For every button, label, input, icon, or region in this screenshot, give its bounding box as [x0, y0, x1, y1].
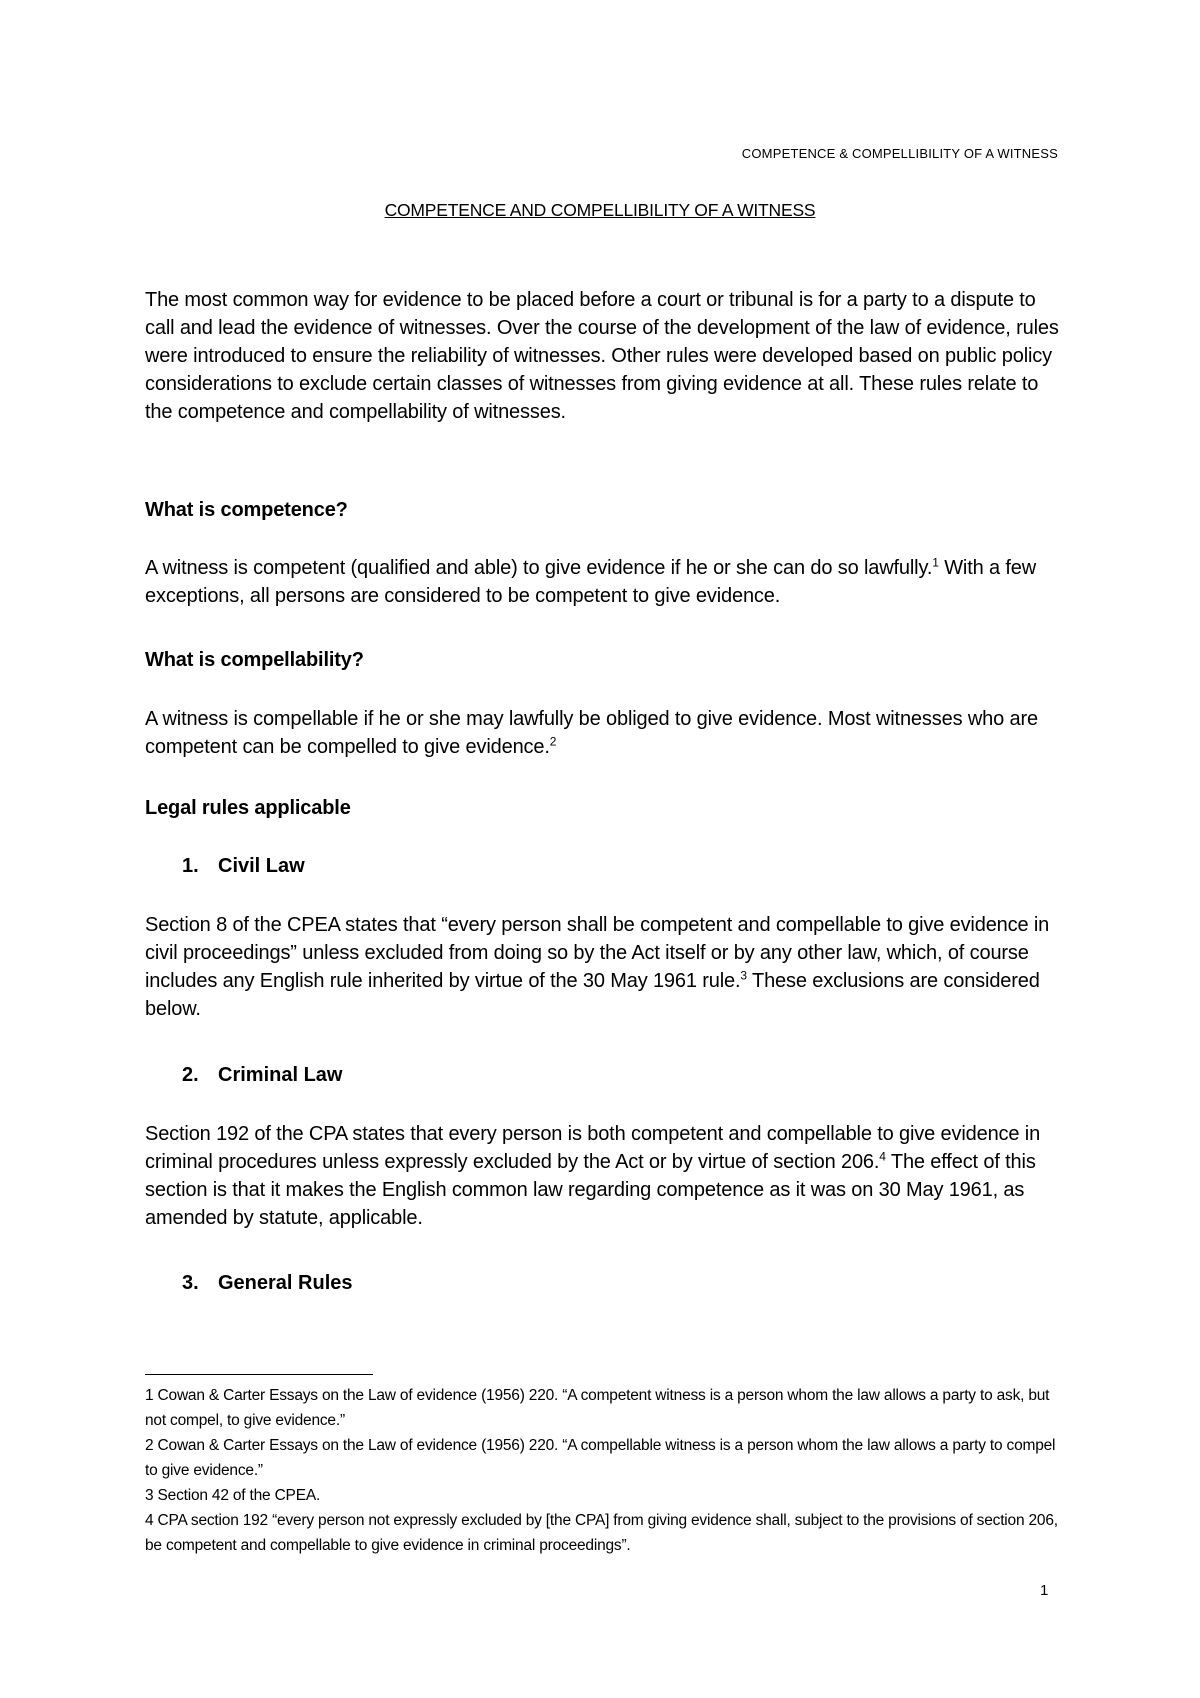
- page-number: 1: [1040, 1582, 1049, 1599]
- competence-text: A witness is competent (qualified and able) to give evidence if he or she can do so lawfully.: [145, 557, 933, 579]
- competence-heading: What is competence?: [145, 499, 348, 521]
- criminal-law-heading: [182, 1061, 342, 1089]
- intro-text: The most common way for evidence to be placed before a court or tribunal is for a party to a dispute to call and lead the evidence of witnesses. Over the course of the development of the law of evidence, rules were introduced to ensure the reliability of witnesses. Other rules were developed based on public policy considerations to exclude certain classes of witnesses from giving evidence at all. These rules relate to the competence and compellability of witnesses.: [145, 289, 1059, 423]
- criminal-law-paragraph: [145, 1120, 1070, 1232]
- compellability-paragraph: [145, 705, 1070, 761]
- civil-law-text-2: These exclusions are considered below.: [145, 970, 1040, 1020]
- civil-law-heading: [182, 852, 305, 880]
- legal-rules-heading: Legal rules applicable: [145, 797, 351, 819]
- footnote-ref-1: 1: [932, 555, 939, 570]
- footnote-separator: [145, 1374, 373, 1375]
- criminal-law-number: 2.: [182, 1064, 199, 1086]
- intro-paragraph: [145, 286, 1070, 426]
- compellability-heading: What is compellability?: [145, 649, 364, 671]
- footnote-ref-2: 2: [549, 734, 557, 749]
- competence-text-2: With a few exceptions, all persons are considered to be competent to give evidence.: [145, 557, 1037, 607]
- footnotes: [145, 1383, 1070, 1558]
- footnote-4: 4 CPA section 192 “every person not expressly excluded by [the CPA] from giving evidence shall, subject to the provisions of section 206, be competent and compellable to give evidence in criminal proceedings”.: [145, 1512, 1058, 1554]
- compellability-text: A witness is compellable if he or she may lawfully be obliged to give evidence. Most witnesses who are competent can be compelled to give evidence.: [145, 708, 1038, 758]
- criminal-law-title: Criminal Law: [218, 1064, 343, 1086]
- competence-paragraph: [145, 554, 1070, 610]
- civil-law-number: 1.: [182, 855, 199, 877]
- general-rules-heading: [182, 1269, 353, 1297]
- footnote-1: 1 Cowan & Carter Essays on the Law of evidence (1956) 220. “A competent witness is a person whom the law allows a party to ask, but not compel, to give evidence.”: [145, 1387, 1050, 1429]
- footnote-2: 2 Cowan & Carter Essays on the Law of evidence (1956) 220. “A compellable witness is a person whom the law allows a party to compel to give evidence.”: [145, 1437, 1056, 1479]
- footnote-ref-3: 3: [740, 968, 747, 983]
- footnote-3: 3 Section 42 of the CPEA.: [145, 1487, 321, 1504]
- general-rules-title: General Rules: [218, 1272, 353, 1294]
- general-rules-number: 3.: [182, 1272, 199, 1294]
- footnote-ref-4: 4: [879, 1149, 886, 1164]
- document-title: COMPETENCE AND COMPELLIBILITY OF A WITNESS: [384, 200, 816, 220]
- running-header: COMPETENCE & COMPELLIBILITY OF A WITNESS: [741, 146, 1058, 161]
- criminal-law-text: Section 192 of the CPA states that every person is both competent and compellable to give evidence in criminal procedures unless expressly excluded by the Act or by virtue of section 206.: [145, 1123, 1041, 1173]
- civil-law-title: Civil Law: [218, 855, 305, 877]
- criminal-law-text-2: The effect of this section is that it makes the English common law regarding competence as it was on 30 May 1961, as amended by statute, applicable.: [145, 1151, 1036, 1229]
- civil-law-text: Section 8 of the CPEA states that “every person shall be competent and compellable to give evidence in civil proceedings” unless excluded from doing so by the Act itself or by any other law, which, of course includes any English rule inherited by virtue of the 30 May 1961 rule.: [145, 914, 1050, 992]
- civil-law-paragraph: [145, 911, 1070, 1023]
